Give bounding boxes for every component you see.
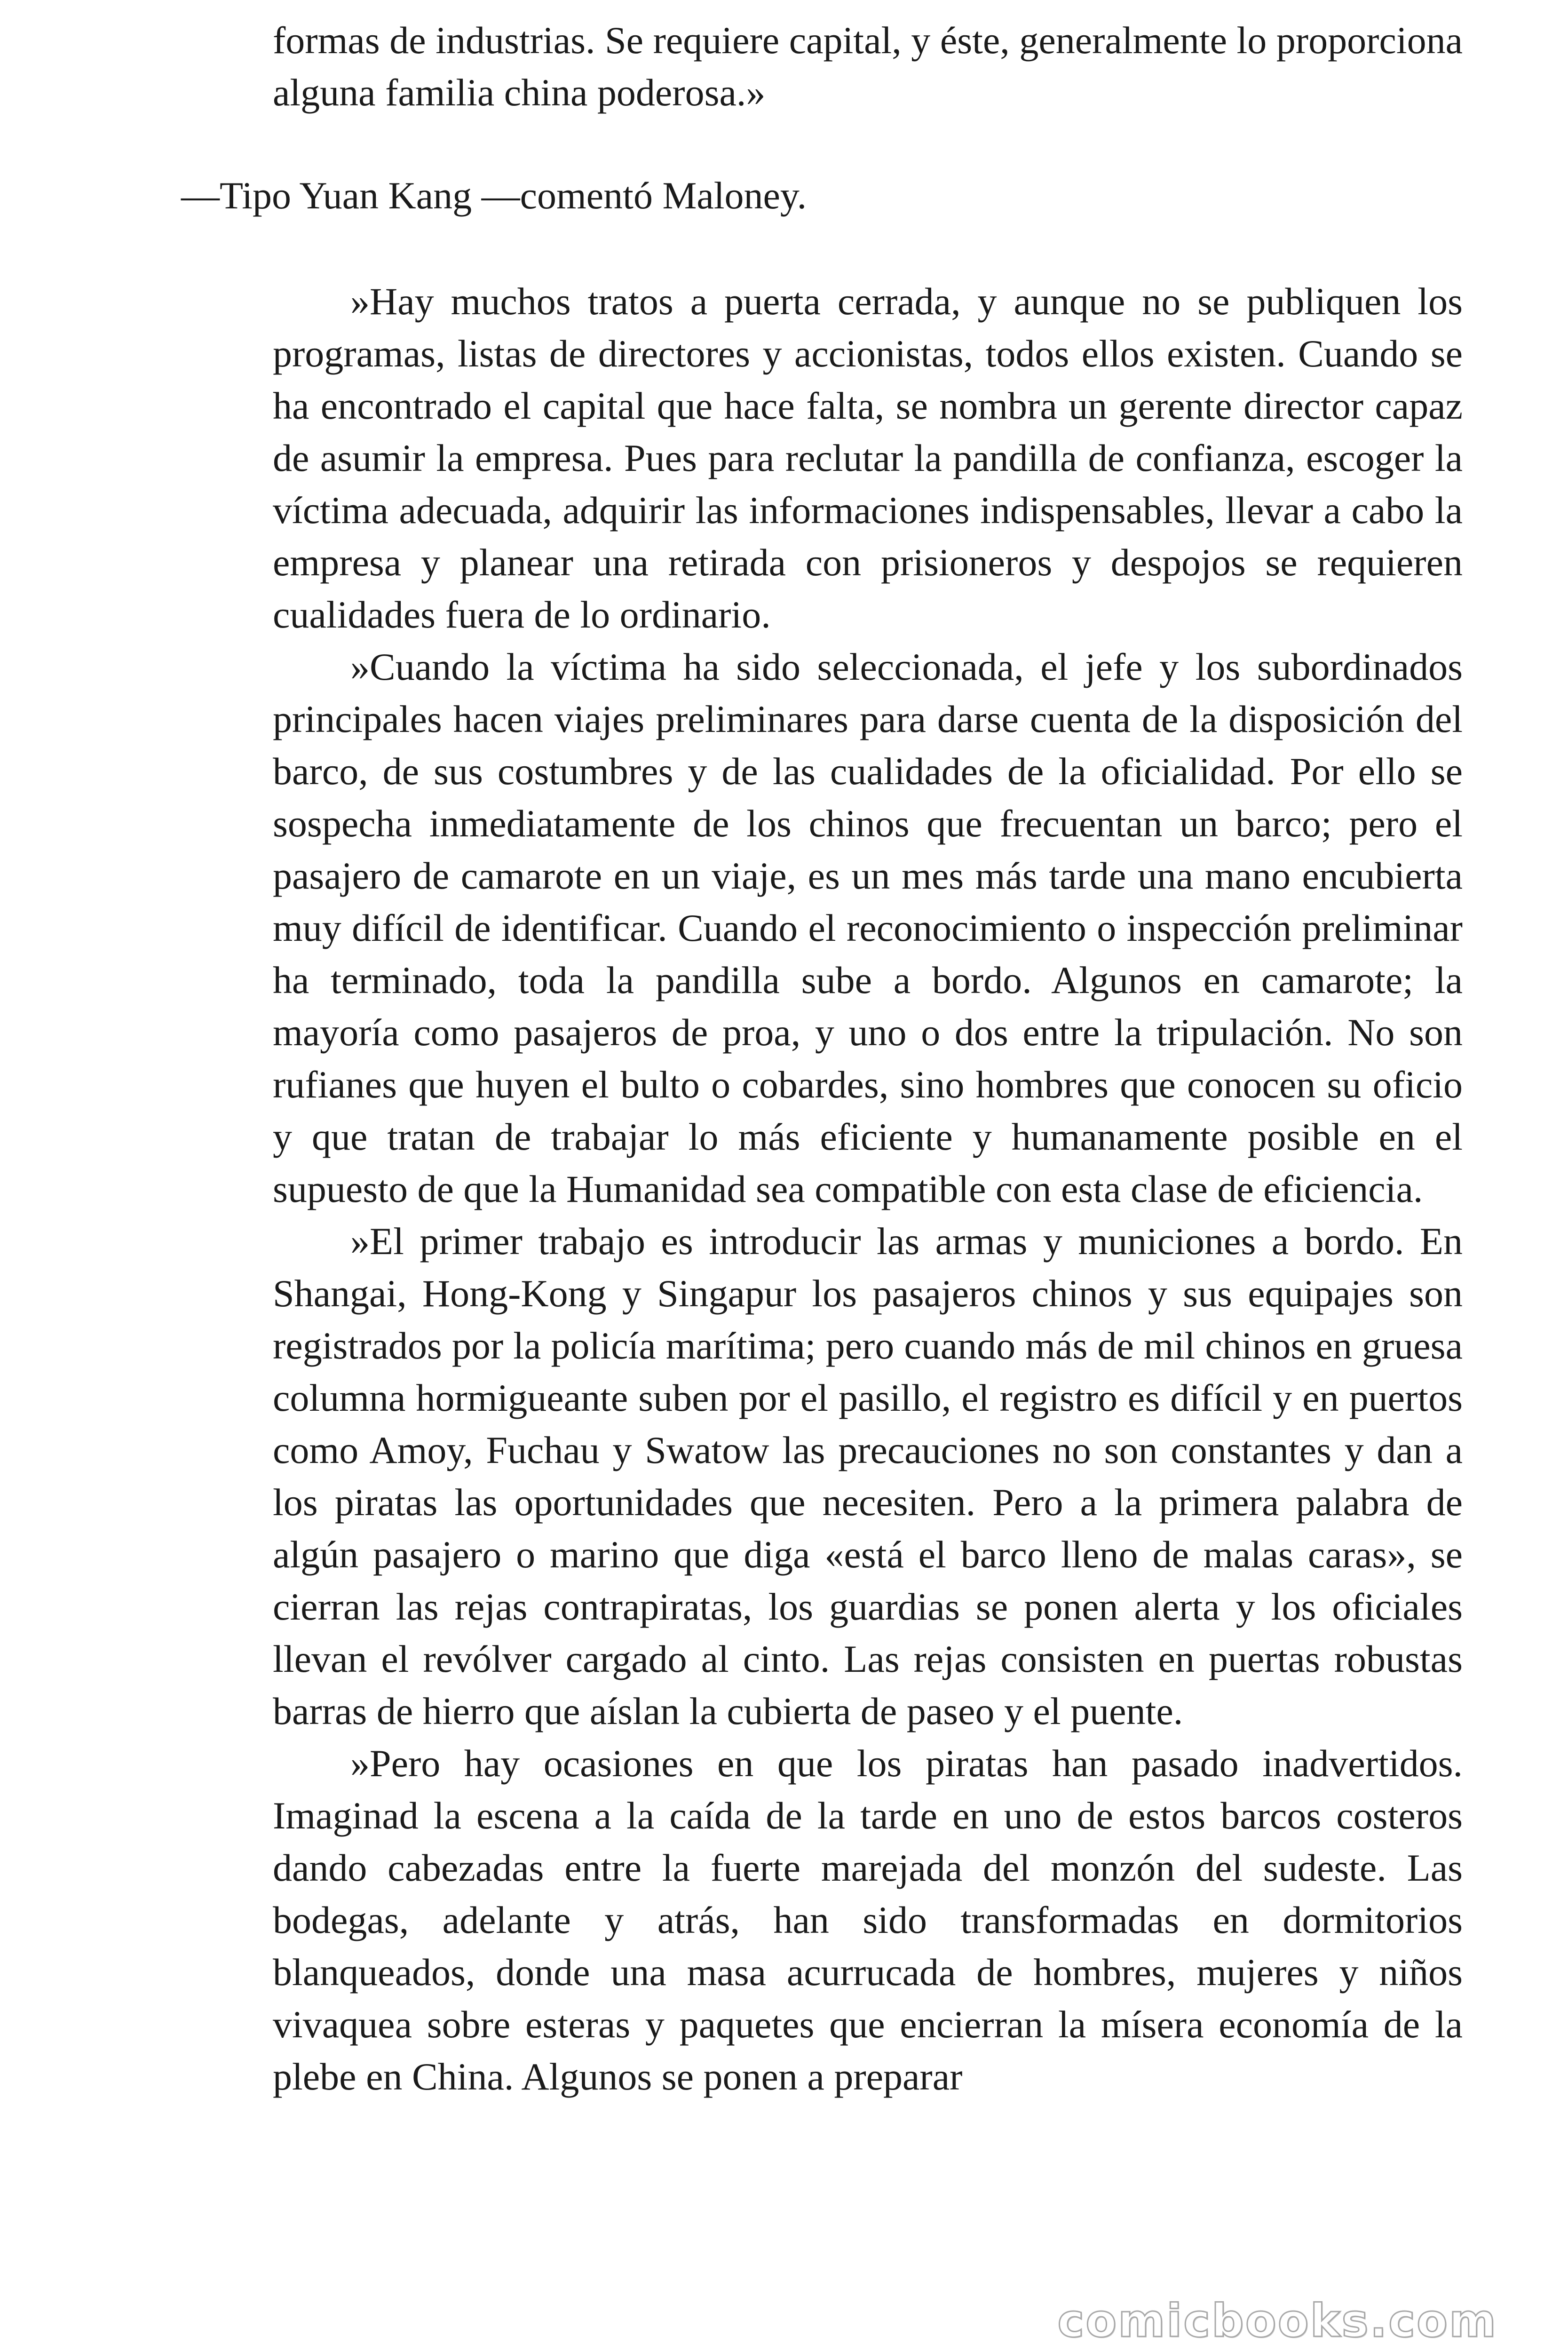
dialogue-line: —Tipo Yuan Kang —comentó Maloney. xyxy=(181,174,807,217)
quoted-passage xyxy=(273,275,1463,2103)
paragraph: »Pero hay ocasiones en que los piratas han pasado inadvertidos. Imaginad la escena a la caída de la tarde en uno de estos barcos costeros dando cabezadas entre la fuerte marejada del monzón del sudeste. Las bodegas, adelante y atrás, han sido transformadas en dormitorios blanqueados, donde una masa acurrucada de hombres, mujeres y niños vivaquea sobre esteras y paquetes que encierran la mísera economía de la plebe en China. Algunos se ponen a preparar xyxy=(273,1742,1463,2098)
watermark-logo: comicbooks.com xyxy=(1057,2295,1497,2347)
paragraph: »Hay muchos tratos a puerta cerrada, y aunque no se publiquen los programas, listas de directores y accionistas, todos ellos existen. Cuando se ha encontrado el capital que hace falta, se nombra un gerente director capaz de asumir la empresa. Pues para reclutar la pandilla de confianza, escoger la víctima adecuada, adquirir las informaciones indispensables, llevar a cabo la empresa y planear una retirada con prisioneros y despojos se requieren cualidades fuera de lo ordinario. xyxy=(273,280,1463,636)
paragraph: »Cuando la víctima ha sido seleccionada, el jefe y los subordinados principales hacen viajes preliminares para darse cuenta de la disposición del barco, de sus costumbres y de las cualidades de la oficialidad. Por ello se sospecha inmediatamente de los chinos que frecuentan un barco; pero el pasajero de camarote en un viaje, es un mes más tarde una mano encubierta muy difícil de identificar. Cuando el reconocimiento o inspección preliminar ha terminado, toda la pandilla sube a bordo. Algunos en camarote; la mayoría como pasajeros de proa, y uno o dos entre la tripulación. No son rufianes que huyen el bulto o cobardes, sino hombres que conocen su oficio y que tratan de trabajar lo más eficiente y humanamente posible en el supuesto de que la Humanidad sea compatible con esta clase de eficiencia. xyxy=(273,645,1463,1210)
paragraph: »El primer trabajo es introducir las armas y municiones a bordo. En Shangai, Hong-Kong y Singapur los pasajeros chinos y sus equipajes son registrados por la policía marítima; pero cuando más de mil chinos en gruesa columna hormigueante suben por el pasillo, el registro es difícil y en puertos como Amoy, Fuchau y Swatow las precauciones no son constantes y dan a los piratas las oportunidades que necesiten. Pero a la primera palabra de algún pasajero o marino que diga «está el barco lleno de malas caras», se cierran las rejas contrapiratas, los guardias se ponen alerta y los oficiales llevan el revólver cargado al cinto. Las rejas consisten en puertas robustas barras de hierro que aíslan la cubierta de paseo y el puente. xyxy=(273,1220,1463,1732)
paragraph-continuation: formas de industrias. Se requiere capital, y éste, generalmente lo proporciona alguna familia china poderosa.» xyxy=(273,19,1463,114)
